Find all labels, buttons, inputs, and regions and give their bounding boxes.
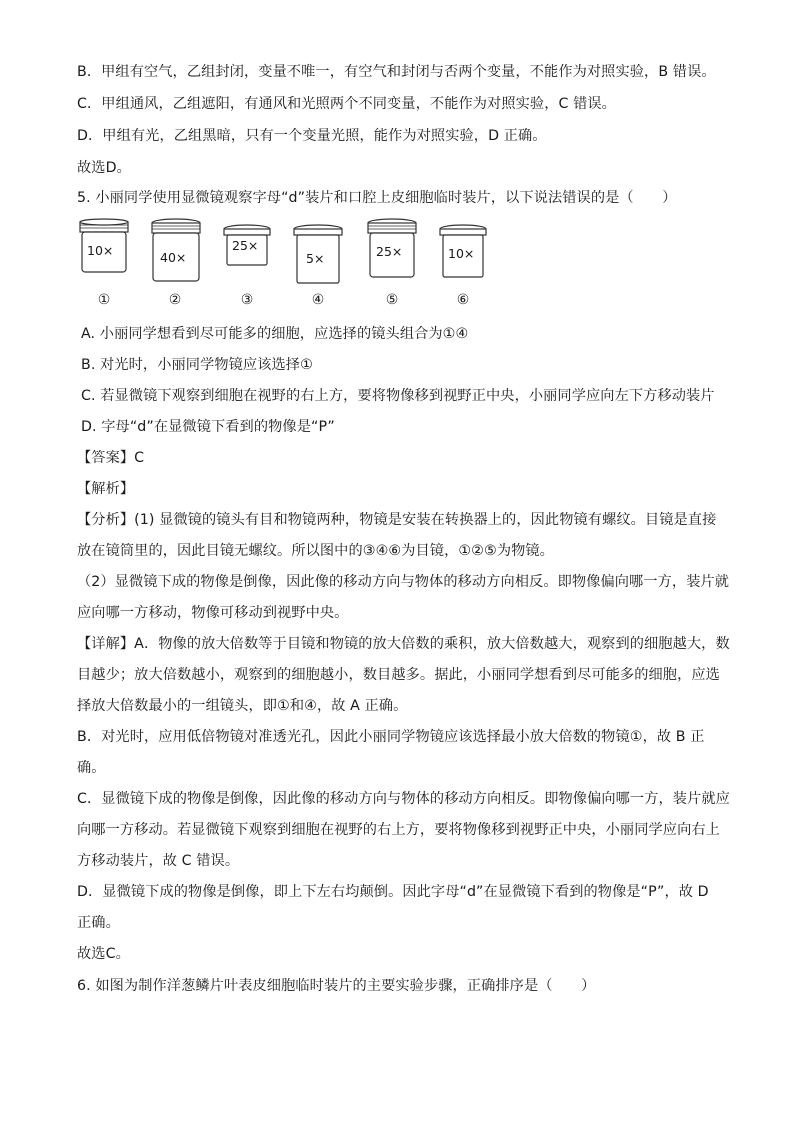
text-line: （2）显微镜下成的物像是倒像，因此像的移动方向与物体的移动方向相反。即物像偏向哪一方，装片就: [77, 574, 730, 590]
text-line: B．对光时，应用低倍物镜对准透光孔，因此小丽同学物镜应该选择最小放大倍数的物镜①，故 B 正: [77, 729, 705, 745]
option-d: D. 字母“d”在显微镜下看到的物像是“P”: [81, 419, 335, 435]
lens-label: 5×: [306, 251, 325, 266]
lens-2-objective: [150, 218, 202, 288]
text-line: 应向哪一方移动，物像可移动到视野中央。: [77, 605, 349, 621]
text-line: 向哪一方移动。若显微镜下观察到细胞在视野的右上方，要将物像移到视野正中央，小丽同学应向右上: [77, 822, 720, 838]
question-6-stem: 6. 如图为制作洋葱鳞片叶表皮细胞临时装片的主要实验步骤，正确排序是（ ）: [77, 978, 596, 994]
text-line: 目越少；放大倍数越小，观察到的细胞越小，数目越多。据此，小丽同学想看到尽可能多的细胞，应选: [77, 667, 720, 683]
answer-heading: 【答案】C: [77, 450, 145, 466]
lens-number: ①: [97, 292, 111, 308]
lens-1-objective: [78, 218, 130, 280]
text-line: D．甲组有光，乙组黑暗，只有一个变量光照，能作为对照实验，D 正确。: [77, 128, 547, 144]
text-line: 故选C。: [77, 946, 130, 962]
lens-4-eyepiece: [292, 224, 344, 286]
option-b: B. 对光时，小丽同学物镜应该选择①: [81, 357, 313, 373]
lens-number: ⑤: [385, 292, 399, 308]
text-line: 方移动装片，故 C 错误。: [77, 853, 240, 869]
lens-6-eyepiece: [438, 224, 488, 280]
text-line: 择放大倍数最小的一组镜头，即①和④，故 A 正确。: [77, 698, 408, 714]
text-line: 正确。: [77, 915, 120, 931]
lens-number: ③: [240, 292, 254, 308]
text-line: 确。: [77, 760, 106, 776]
lens-label: 40×: [160, 250, 187, 265]
text-line: D．显微镜下成的物像是倒像，即上下左右均颠倒。因此字母“d”在显微镜下看到的物像是“P”，故 D: [77, 884, 709, 900]
lens-number: ②: [168, 292, 182, 308]
question-5-stem: 5. 小丽同学使用显微镜观察字母“d”装片和口腔上皮细胞临时装片，以下说法错误的是（ ）: [77, 190, 677, 206]
lens-figure: [78, 218, 498, 312]
option-a: A. 小丽同学想看到尽可能多的细胞，应选择的镜头组合为①④: [81, 326, 469, 342]
lens-label: 25×: [376, 244, 403, 259]
text-line: 【详解】A．物像的放大倍数等于目镜和物镜的放大倍数的乘积，放大倍数越大，观察到的细胞越大，数: [77, 636, 730, 652]
option-c: C. 若显微镜下观察到细胞在视野的右上方，要将物像移到视野正中央，小丽同学应向左下方移动装片: [81, 388, 715, 404]
lens-5-objective: [366, 218, 418, 282]
lens-label: 25×: [232, 238, 259, 253]
text-line: 放在镜筒里的，因此目镜无螺纹。所以图中的③④⑥为目镜，①②⑤为物镜。: [77, 543, 554, 559]
text-line: C．甲组通风，乙组遮阳，有通风和光照两个不同变量，不能作为对照实验，C 错误。: [77, 96, 616, 112]
lens-label: 10×: [448, 246, 475, 261]
analysis-heading: 【解析】: [77, 481, 135, 497]
text-line: 故选D。: [77, 160, 131, 176]
lens-number: ⑥: [456, 292, 470, 308]
lens-number: ④: [311, 292, 325, 308]
lens-label: 10×: [87, 243, 114, 258]
text-line: C．显微镜下成的物像是倒像，因此像的移动方向与物体的移动方向相反。即物像偏向哪一方，装片就应: [77, 791, 730, 807]
lens-3-eyepiece: [222, 224, 272, 268]
text-line: B．甲组有空气，乙组封闭，变量不唯一，有空气和封闭与否两个变量，不能作为对照实验，B 错误。: [77, 64, 716, 80]
text-line: 【分析】(1) 显微镜的镜头有目和物镜两种，物镜是安装在转换器上的，因此物镜有螺纹。目镜是直接: [77, 512, 717, 528]
